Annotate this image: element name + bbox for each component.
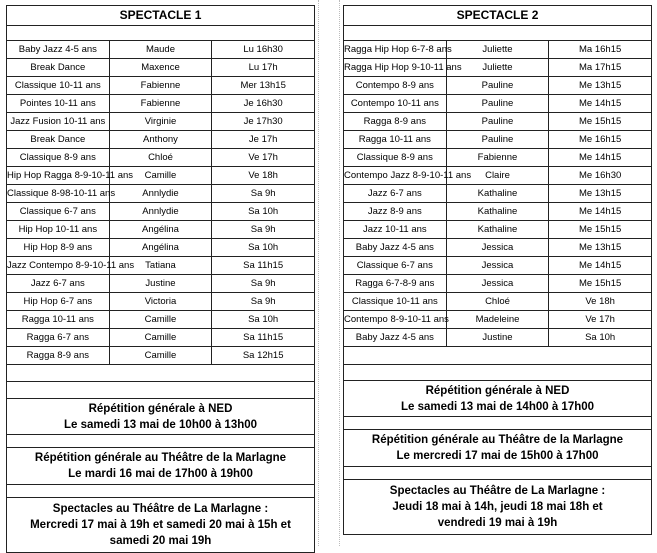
course-time: Me 14h15 (549, 149, 652, 167)
course-time: Me 15h15 (549, 275, 652, 293)
course-time: Me 13h15 (549, 77, 652, 95)
teacher-name: Claire (446, 167, 549, 185)
teacher-name: Camille (109, 311, 212, 329)
rehearsal-ned-date: Le samedi 13 mai de 10h00 à 13h00 (63, 418, 258, 431)
course-time: Sa 9h (212, 221, 315, 239)
course-name: Ragga 6-7 ans (7, 329, 110, 347)
teacher-name: Anthony (109, 131, 212, 149)
course-name: Jazz 6-7 ans (7, 275, 110, 293)
course-name: Classique 8-9 ans (7, 149, 110, 167)
spectacle-1-table (6, 5, 315, 382)
spacer (343, 417, 652, 429)
rehearsal-ned-date: Le samedi 13 mai de 14h00 à 17h00 (400, 400, 595, 413)
teacher-name: Tatiana (109, 257, 212, 275)
spacer (6, 435, 315, 447)
teacher-name: Justine (446, 329, 549, 347)
teacher-name: Pauline (446, 77, 549, 95)
teacher-name: Fabienne (109, 95, 212, 113)
blank-row (7, 26, 315, 41)
course-name: Baby Jazz 4-5 ans (344, 329, 447, 347)
course-time: Je 17h (212, 131, 315, 149)
course-time: Je 17h30 (212, 113, 315, 131)
rehearsal-marlagne-date: Le mercredi 17 mai de 15h00 à 17h00 (396, 450, 599, 462)
teacher-name: Kathaline (446, 221, 549, 239)
course-time: Sa 12h15 (212, 347, 315, 365)
course-name: Ragga 10-11 ans (344, 131, 447, 149)
course-name: Ragga Hip Hop 6-7-8 ans (344, 41, 447, 59)
table-row (7, 329, 315, 347)
shows-dates-line2: samedi 20 mai 19h (109, 535, 212, 547)
spectacle-2-shows (343, 479, 652, 535)
spectacle-1-column (6, 5, 315, 553)
course-name: Ragga 8-9 ans (7, 347, 110, 365)
course-name: Jazz Contempo 8-9-10-11 ans (7, 257, 110, 275)
course-name: Classique 10-11 ans (7, 77, 110, 95)
teacher-name: Juliette (446, 59, 549, 77)
table-row (344, 221, 652, 239)
course-time: Ma 16h15 (549, 41, 652, 59)
teacher-name: Chloé (446, 293, 549, 311)
table-row (7, 113, 315, 131)
course-time: Me 16h15 (549, 131, 652, 149)
course-time: Je 16h30 (212, 95, 315, 113)
course-name: Jazz 6-7 ans (344, 185, 447, 203)
course-time: Sa 9h (212, 275, 315, 293)
spectacle-2-rehearsal-marlagne (343, 429, 652, 467)
spectacle-2-column (343, 5, 652, 535)
table-row (7, 77, 315, 95)
table-row (344, 59, 652, 77)
teacher-name: Maude (109, 41, 212, 59)
table-row (7, 311, 315, 329)
course-name: Hip Hop 10-11 ans (7, 221, 110, 239)
course-name: Classique 6-7 ans (344, 257, 447, 275)
course-time: Sa 9h (212, 293, 315, 311)
table-row (344, 113, 652, 131)
spectacle-2-rows (344, 41, 652, 347)
blank-row (344, 26, 652, 41)
teacher-name: Annlydie (109, 203, 212, 221)
teacher-name: Victoria (109, 293, 212, 311)
course-name: Contempo 8-9 ans (344, 77, 447, 95)
course-name: Jazz 10-11 ans (344, 221, 447, 239)
spacer (6, 485, 315, 497)
table-row (344, 257, 652, 275)
course-name: Hip Hop 8-9 ans (7, 239, 110, 257)
teacher-name: Pauline (446, 113, 549, 131)
table-row (344, 311, 652, 329)
course-name: Classique 6-7 ans (7, 203, 110, 221)
spectacle-1-rows (7, 41, 315, 365)
course-name: Jazz 8-9 ans (344, 203, 447, 221)
course-name: Ragga 6-7-8-9 ans (344, 275, 447, 293)
table-row (344, 185, 652, 203)
spectacle-1-shows (6, 497, 315, 553)
table-row (344, 275, 652, 293)
table-row (7, 347, 315, 365)
teacher-name: Jessica (446, 239, 549, 257)
table-row (7, 149, 315, 167)
course-time: Lu 17h (212, 59, 315, 77)
spectacle-1-title: SPECTACLE 1 (7, 6, 315, 26)
course-name: Break Dance (7, 131, 110, 149)
spacer (6, 382, 315, 398)
course-name: Contempo Jazz 8-9-10-11 ans (344, 167, 447, 185)
table-row (344, 293, 652, 311)
course-name: Pointes 10-11 ans (7, 95, 110, 113)
rehearsal-marlagne-title: Répétition générale au Théâtre de la Marlagne (371, 434, 624, 446)
course-name: Baby Jazz 4-5 ans (344, 239, 447, 257)
table-row (7, 239, 315, 257)
teacher-name: Virginie (109, 113, 212, 131)
teacher-name: Kathaline (446, 185, 549, 203)
course-time: Ve 17h (549, 311, 652, 329)
teacher-name: Fabienne (446, 149, 549, 167)
course-name: Contempo 8-9-10-11 ans (344, 311, 447, 329)
table-row (7, 293, 315, 311)
teacher-name: Fabienne (109, 77, 212, 95)
course-time: Me 13h15 (549, 239, 652, 257)
table-row (7, 203, 315, 221)
course-name: Contempo 10-11 ans (344, 95, 447, 113)
table-row (7, 131, 315, 149)
course-name: Classique 10-11 ans (344, 293, 447, 311)
course-time: Ma 17h15 (549, 59, 652, 77)
teacher-name: Annlydie (109, 185, 212, 203)
teacher-name: Angélina (109, 239, 212, 257)
blank-row (344, 347, 652, 365)
table-row (7, 221, 315, 239)
shows-dates-line1: Jeudi 18 mai à 14h, jeudi 18 mai 18h et (392, 501, 603, 513)
course-time: Mer 13h15 (212, 77, 315, 95)
shows-dates-line1: Mercredi 17 mai à 19h et samedi 20 mai à 15h et (30, 519, 291, 531)
course-name: Break Dance (7, 59, 110, 77)
table-row (7, 257, 315, 275)
course-time: Sa 11h15 (212, 329, 315, 347)
course-time: Ve 18h (549, 293, 652, 311)
table-row (7, 41, 315, 59)
course-name: Baby Jazz 4-5 ans (7, 41, 110, 59)
spacer (343, 467, 652, 479)
course-name: Ragga 10-11 ans (7, 311, 110, 329)
teacher-name: Pauline (446, 95, 549, 113)
teacher-name: Angélina (109, 221, 212, 239)
spectacle-1-rehearsal-marlagne (6, 447, 315, 485)
rehearsal-marlagne-date: Le mardi 16 mai de 17h00 à 19h00 (68, 468, 253, 480)
teacher-name: Kathaline (446, 203, 549, 221)
rehearsal-ned-title: Répétition générale à NED (88, 402, 233, 415)
teacher-name: Chloé (109, 149, 212, 167)
course-time: Me 14h15 (549, 95, 652, 113)
teacher-name: Camille (109, 167, 212, 185)
course-time: Me 15h15 (549, 221, 652, 239)
spectacle-2-title: SPECTACLE 2 (344, 6, 652, 26)
course-time: Sa 10h (212, 311, 315, 329)
teacher-name: Juliette (446, 41, 549, 59)
course-name: Jazz Fusion 10-11 ans (7, 113, 110, 131)
teacher-name: Camille (109, 347, 212, 365)
course-time: Me 14h15 (549, 257, 652, 275)
table-row (344, 149, 652, 167)
table-row (7, 59, 315, 77)
spectacle-1-rehearsal-ned (6, 398, 315, 435)
course-time: Me 15h15 (549, 113, 652, 131)
shows-title: Spectacles au Théâtre de La Marlagne : (52, 503, 269, 515)
course-time: Ve 17h (212, 149, 315, 167)
column-gap (318, 0, 340, 546)
course-name: Hip Hop Ragga 8-9-10-11 ans (7, 167, 110, 185)
course-time: Me 13h15 (549, 185, 652, 203)
course-name: Classique 8-9 ans (344, 149, 447, 167)
course-time: Ve 18h (212, 167, 315, 185)
spectacle-2-rehearsal-ned (343, 380, 652, 417)
table-row (7, 95, 315, 113)
teacher-name: Justine (109, 275, 212, 293)
course-time: Me 14h15 (549, 203, 652, 221)
table-row (344, 77, 652, 95)
shows-dates-line2: vendredi 19 mai à 19h (437, 517, 558, 529)
course-time: Sa 10h (212, 239, 315, 257)
table-row (7, 185, 315, 203)
course-name: Ragga Hip Hop 9-10-11 ans (344, 59, 447, 77)
rehearsal-marlagne-title: Répétition générale au Théâtre de la Marlagne (34, 452, 287, 464)
table-row (344, 239, 652, 257)
teacher-name: Madeleine (446, 311, 549, 329)
teacher-name: Jessica (446, 275, 549, 293)
table-row (344, 95, 652, 113)
course-time: Sa 11h15 (212, 257, 315, 275)
course-name: Ragga 8-9 ans (344, 113, 447, 131)
teacher-name: Maxence (109, 59, 212, 77)
teacher-name: Pauline (446, 131, 549, 149)
course-name: Classique 8-98-10-11 ans (7, 185, 110, 203)
course-time: Me 16h30 (549, 167, 652, 185)
table-row (344, 167, 652, 185)
shows-title: Spectacles au Théâtre de La Marlagne : (389, 485, 606, 497)
table-row (344, 41, 652, 59)
course-time: Lu 16h30 (212, 41, 315, 59)
spacer (343, 365, 652, 380)
table-row (344, 203, 652, 221)
table-row (344, 329, 652, 347)
course-time: Sa 9h (212, 185, 315, 203)
blank-row (7, 365, 315, 382)
teacher-name: Camille (109, 329, 212, 347)
rehearsal-ned-title: Répétition générale à NED (425, 384, 570, 397)
course-time: Sa 10h (549, 329, 652, 347)
course-name: Hip Hop 6-7 ans (7, 293, 110, 311)
spectacle-2-table (343, 5, 652, 365)
teacher-name: Jessica (446, 257, 549, 275)
table-row (344, 131, 652, 149)
course-time: Sa 10h (212, 203, 315, 221)
table-row (7, 275, 315, 293)
table-row (7, 167, 315, 185)
